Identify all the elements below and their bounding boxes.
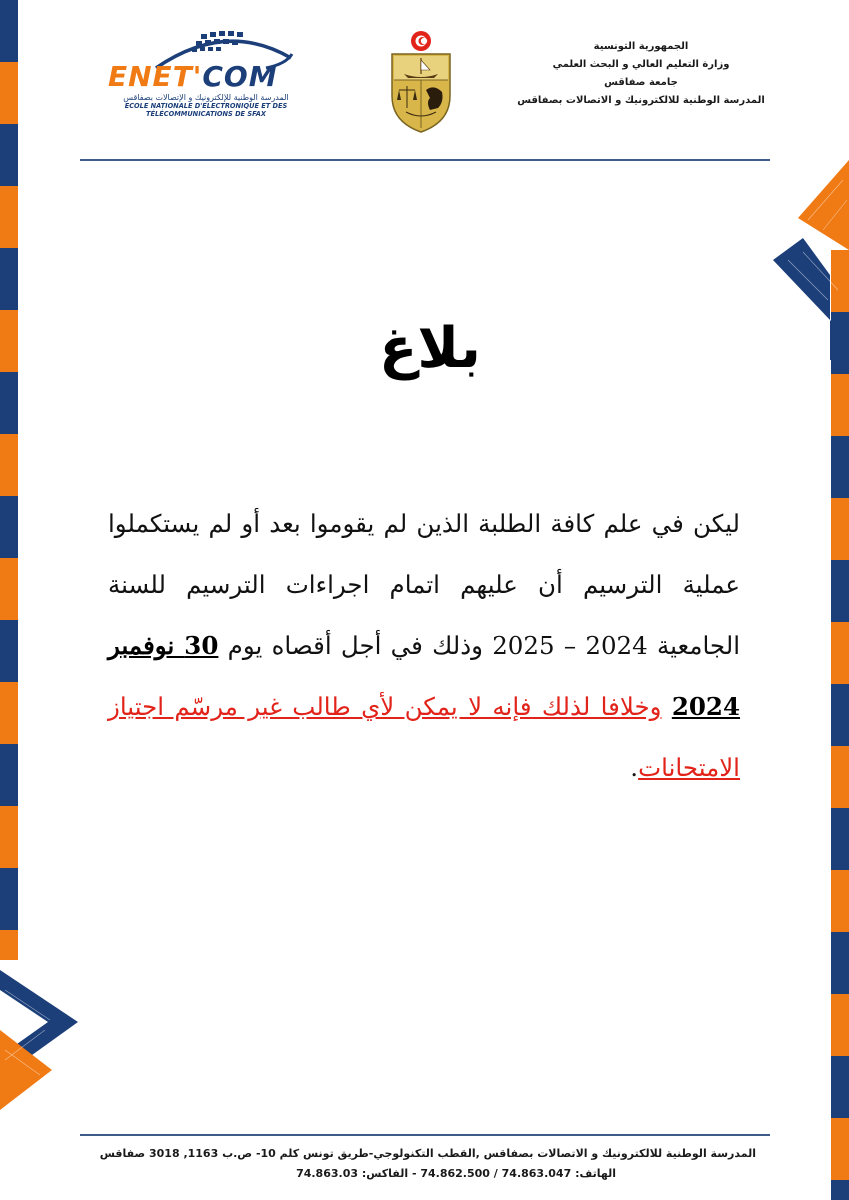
logo-arabic-name: المدرسة الوطنية للإلكترونيك و الإتصالات بصفاقس [123,93,289,102]
notice-deadline-date: 30 نوفمبر 2024 [108,631,741,721]
footer-divider [80,1134,770,1136]
tunisia-coat-of-arms-icon [386,30,456,134]
header-line-university: جامعة صفاقس [604,77,678,88]
right-decorative-stripe [831,250,849,1200]
footer-address: المدرسة الوطنية للالكترونيك و الاتصالات بصفاقس ,القطب التكنولوجي-طريق تونس كلم 10- ص.ب 1163, 3018 صفاقس [99,1147,756,1160]
top-right-chevron-decoration [768,160,849,360]
notice-warning-text: وخلافا لذلك فإنه لا يمكن لأي طالب غير مرسّم اجتياز الامتحانات [108,692,740,782]
notice-intro-text: ليكن في علم كافة الطلبة الذين لم يقوموا بعد أو لم يستكملوا عملية الترسيم أن عليهم اتمام اجراءات الترسيم للسنة الجامعية 2024 – 2025 وذلك في أجل أقصاه يوم [108,509,741,660]
institution-header [511,38,771,110]
logo-french-name: ECOLE NATIONALE D'ELECTRONIQUE ET DES TÉLÉCOMMUNICATIONS DE SFAX [124,102,288,118]
bottom-left-chevron-decoration [0,960,82,1120]
header-line-school: المدرسة الوطنية للالكترونيك و الاتصالات بصفاقس [517,95,765,106]
enetcom-logo [106,28,306,120]
logo-wordmark [108,60,278,93]
logo-wordmark-part2: COM [202,60,278,93]
footer-phone-fax: الهاتف: 74.863.047 / 74.862.500 - الفاكس: 74.863.03 [296,1167,616,1180]
header-line-republic: الجمهورية التونسية [593,41,689,52]
logo-wordmark-part1: ENET' [108,60,203,93]
notice-end-mark: . [630,753,639,782]
header-line-ministry: وزارة التعليم العالي و البحث العلمي [552,59,730,70]
footer-contact-block [80,1144,756,1184]
notice-body [108,493,740,798]
left-decorative-stripe [0,0,18,960]
notice-title: بلاغ [379,316,481,381]
header-divider [80,159,770,161]
